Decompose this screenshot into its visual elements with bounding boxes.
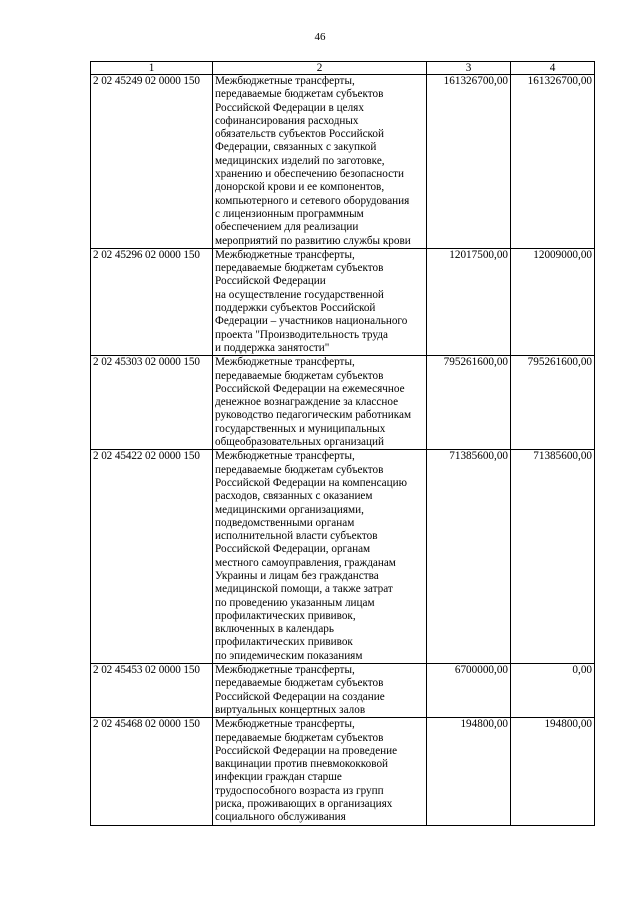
column-header-1: 1	[91, 62, 213, 75]
description-cell: Межбюджетные трансферты, передаваемые бюджетам субъектов Российской Федерации в целях софинансирования расходных обязательств субъектов Российской Федерации, связанных с закупкой медицинских изделий по заготовке, хранению и обеспечению безопасности донорской крови и ее компонентов, компьютерного и сетевого оборудования с лицензионным программным обеспечением для реализации мероприятий по развитию службы крови	[213, 75, 427, 249]
amount-col4-cell: 71385600,00	[511, 450, 595, 664]
amount-col4-cell: 0,00	[511, 664, 595, 718]
description-cell: Межбюджетные трансферты, передаваемые бюджетам субъектов Российской Федерации на ежемесячное денежное вознаграждение за классное руководство педагогическим работникам государственных и муниципальных общеобразовательных организаций	[213, 356, 427, 450]
column-header-2: 2	[213, 62, 427, 75]
amount-col3-cell: 71385600,00	[427, 450, 511, 664]
description-cell: Межбюджетные трансферты, передаваемые бюджетам субъектов Российской Федерации на компенсацию расходов, связанных с оказанием медицинскими организациями, подведомственными органам исполнительной власти субъектов Российской Федерации, органам местного самоуправления, гражданам Украины и лицам без гражданства медицинской помощи, а также затрат по проведению указанным лицам профилактических прививок, включенных в календарь профилактических прививок по эпидемическим показаниям	[213, 450, 427, 664]
budget-code-cell: 2 02 45249 02 0000 150	[91, 75, 213, 249]
column-header-4: 4	[511, 62, 595, 75]
amount-col4-cell: 795261600,00	[511, 356, 595, 450]
description-cell: Межбюджетные трансферты, передаваемые бюджетам субъектов Российской Федерации на проведение вакцинации против пневмококковой инфекции граждан старше трудоспособного возраста из групп риска, проживающих в организациях социального обслуживания	[213, 718, 427, 825]
table-row	[91, 75, 595, 249]
budget-code-cell: 2 02 45453 02 0000 150	[91, 664, 213, 718]
description-cell: Межбюджетные трансферты, передаваемые бюджетам субъектов Российской Федерации на создание виртуальных концертных залов	[213, 664, 427, 718]
amount-col3-cell: 6700000,00	[427, 664, 511, 718]
amount-col3-cell: 795261600,00	[427, 356, 511, 450]
column-header-3: 3	[427, 62, 511, 75]
table-body	[91, 75, 595, 826]
amount-col3-cell: 12017500,00	[427, 248, 511, 355]
budget-code-cell: 2 02 45303 02 0000 150	[91, 356, 213, 450]
amount-col4-cell: 12009000,00	[511, 248, 595, 355]
budget-code-cell: 2 02 45422 02 0000 150	[91, 450, 213, 664]
header-row	[91, 62, 595, 75]
table-row	[91, 356, 595, 450]
budget-code-cell: 2 02 45296 02 0000 150	[91, 248, 213, 355]
budget-code-cell: 2 02 45468 02 0000 150	[91, 718, 213, 825]
amount-col4-cell: 161326700,00	[511, 75, 595, 249]
budget-table	[90, 61, 595, 826]
amount-col3-cell: 194800,00	[427, 718, 511, 825]
table-row	[91, 450, 595, 664]
table-row	[91, 664, 595, 718]
description-cell: Межбюджетные трансферты, передаваемые бюджетам субъектов Российской Федерации на осуществление государственной поддержки субъектов Российской Федерации – участников национального проекта "Производительность труда и поддержка занятости"	[213, 248, 427, 355]
table-row	[91, 718, 595, 825]
amount-col4-cell: 194800,00	[511, 718, 595, 825]
table-row	[91, 248, 595, 355]
amount-col3-cell: 161326700,00	[427, 75, 511, 249]
table-header	[91, 62, 595, 75]
page-number: 46	[314, 31, 326, 43]
